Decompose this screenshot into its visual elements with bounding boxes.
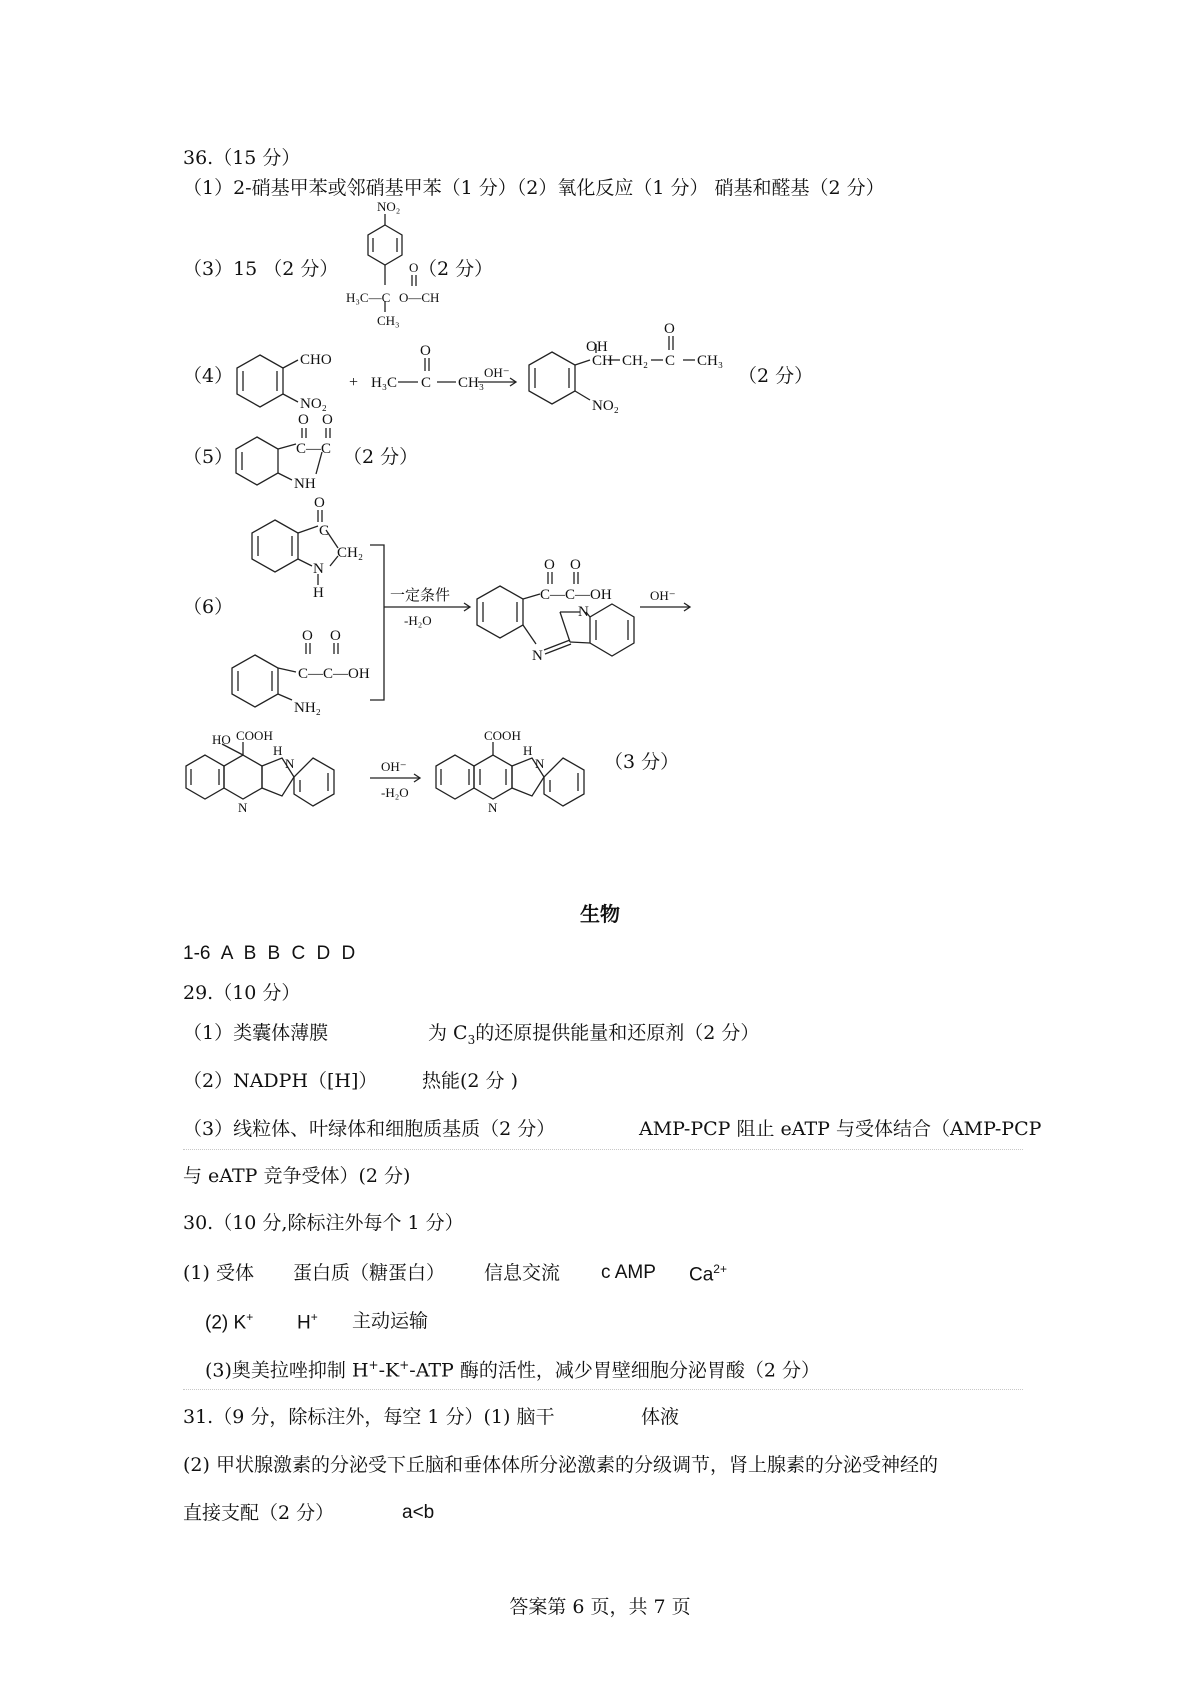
biology-title: 生物 <box>580 902 620 926</box>
label-n-p6c: N <box>578 604 589 620</box>
q29-part1-suffix: 的还原提供能量和还原剂（2 分） <box>475 1022 760 1044</box>
label-oh-minus-p6: OH⁻ <box>650 588 676 603</box>
benzene-ring-p6b <box>232 655 278 707</box>
q29-part3-answer-a: （3）线粒体、叶绿体和细胞质基质（2 分） <box>183 1118 556 1140</box>
label-cooh-final-a: COOH <box>236 728 273 743</box>
q29-part1-answer-a: （1）类囊体薄膜 <box>183 1022 329 1044</box>
q29-part1-answer-b <box>428 1022 759 1047</box>
label-h-final-a: H <box>273 743 283 758</box>
label-no2-p4a: NO₂ <box>300 396 327 412</box>
label-cooh-chain-p6b: C—C—OH <box>298 666 370 682</box>
label-ch3b-p4: CH₃ <box>697 353 724 369</box>
q30-h-symbol: H <box>297 1312 311 1334</box>
label-o-p6: O <box>314 495 325 511</box>
label-c2-p4: C <box>665 353 676 369</box>
label-ch3-p4: CH₃ <box>458 375 485 391</box>
label-ch2-p6: CH₂ <box>337 545 364 561</box>
q30-heading: 30.（10 分,除标注外每个 1 分） <box>183 1212 464 1234</box>
q30-ca-charge: 2+ <box>713 1262 727 1276</box>
benzene-ring-p4a <box>237 355 283 407</box>
q29-part3-answer-b: AMP-PCP 阻止 eATP 与受体结合（AMP-PCP <box>639 1118 1042 1140</box>
label-c-p4: C <box>421 375 432 391</box>
q36-part1-2: （1）2-硝基甲苯或邻硝基甲苯（1 分）（2）氧化反应（1 分） 硝基和醛基（2 分） <box>183 177 885 199</box>
label-o-p5a: O <box>298 412 309 428</box>
q36-part5-label: （5） <box>183 446 234 468</box>
label-cooh-chain-p6c: C—C—OH <box>540 587 612 603</box>
label-h3c-c-p3: H₃C—C <box>346 290 391 305</box>
ring-final-a <box>186 755 224 799</box>
label-n-p6: N <box>313 561 324 577</box>
q36-part6-label: （6） <box>183 596 234 618</box>
q36-part6-score: （3 分） <box>604 751 680 773</box>
label-h-final-b: H <box>523 743 533 758</box>
q30-part3 <box>205 1358 820 1382</box>
page-footer: 答案第 6 页，共 7 页 <box>509 1596 691 1618</box>
label-n2-final-b: N <box>488 800 498 815</box>
label-ch3-p3: CH₃ <box>377 313 400 328</box>
label-no2-p3: NO₂ <box>377 199 401 214</box>
q29-part3-answer-c: 与 eATP 竞争受体）(2 分) <box>183 1165 411 1187</box>
label-o-p6c1: O <box>544 557 555 573</box>
dotted-separator <box>183 1149 1023 1150</box>
q30-part2-c: 主动运输 <box>352 1310 429 1332</box>
q31-part2-b: 直接支配（2 分） <box>183 1502 335 1524</box>
benzene-ring-p6c <box>477 586 523 638</box>
label-o-p4: O <box>420 343 431 359</box>
label-oh-minus-final: OH⁻ <box>381 759 407 774</box>
label-nh2: NH₂ <box>294 700 321 716</box>
q31-part1-b: 体液 <box>641 1406 680 1428</box>
q30-part3-k-charge: + <box>399 1358 410 1372</box>
q31-heading: 31.（9 分，除标注外，每空 1 分）(1) 脑干 <box>183 1406 555 1428</box>
q30-part2-b <box>297 1310 318 1335</box>
label-o-ch-p3: O—CH <box>399 290 440 305</box>
q29-part2-answer-b: 热能(2 分 ) <box>422 1070 518 1092</box>
label-ch2-p4: CH₂ <box>622 353 649 369</box>
label-h3c-p4: H₃C <box>371 375 398 391</box>
label-n2-final-a: N <box>238 800 248 815</box>
label-o2-p4: O <box>664 321 675 337</box>
q30-ca-symbol: Ca <box>689 1264 714 1286</box>
bio-answers-1-6: 1-6 A B B C D D <box>183 943 356 964</box>
q29-heading: 29.（10 分） <box>183 982 301 1004</box>
label-o-p5b: O <box>322 412 333 428</box>
label-n2-p6c: N <box>532 648 543 664</box>
label-cond-bottom: -H₂O <box>404 613 432 628</box>
q31-part2-c: a<b <box>402 1502 435 1523</box>
label-cooh-final-b: COOH <box>484 728 521 743</box>
dotted-separator <box>183 1389 1023 1390</box>
benzene-ring-p6a <box>252 520 298 572</box>
q36-part3-score: （2 分） <box>418 258 494 280</box>
label-nh-p5: NH <box>294 476 316 492</box>
q36-part4-score: （2 分） <box>738 365 814 387</box>
ring-final-b <box>224 755 262 799</box>
benzene-ring-p4b <box>529 352 575 404</box>
label-cond-top: 一定条件 <box>390 588 451 604</box>
label-o-p3: O <box>409 260 419 275</box>
q30-part3-c: -ATP 酶的活性，减少胃壁细胞分泌胃酸（2 分） <box>409 1359 821 1382</box>
label-oh-minus-p4: OH⁻ <box>484 365 510 380</box>
label-oh-p4: OH <box>586 339 608 355</box>
label-n-final-a: N <box>285 756 295 771</box>
label-plus: + <box>349 374 359 391</box>
q36-part3-label: （3）15 （2 分） <box>183 258 339 280</box>
q30-k-charge: + <box>246 1310 254 1324</box>
label-ho-final: HO <box>212 732 231 747</box>
label-no2-p4b: NO₂ <box>592 398 619 414</box>
q30-k-symbol: (2) K <box>205 1312 247 1334</box>
q30-part3-a: (3)奥美拉唑抑制 H <box>205 1359 369 1382</box>
q30-part3-b: -K <box>378 1359 400 1382</box>
label-c-c-p5: C—C <box>296 441 332 457</box>
label-c-p6: C <box>319 523 330 539</box>
label-cho: CHO <box>300 352 332 368</box>
q29-part2-answer-a: （2）NADPH（[H]） <box>183 1070 378 1092</box>
q30-part1-b: 蛋白质（糖蛋白） <box>293 1262 446 1284</box>
q29-part1-subscript: 3 <box>467 1032 476 1047</box>
ring-final-e <box>436 755 474 799</box>
q30-part1-d: c AMP <box>601 1262 656 1283</box>
label-minus-h2o-final: -H₂O <box>381 785 409 800</box>
q30-part2-a <box>205 1310 253 1335</box>
q30-h-charge: + <box>310 1310 318 1324</box>
q36-part5-score: （2 分） <box>343 446 419 468</box>
q29-part1-prefix: 为 C <box>428 1022 468 1044</box>
label-o-p6b1: O <box>302 628 313 644</box>
q30-part1-a: (1) 受体 <box>183 1262 254 1284</box>
label-o-p6b2: O <box>330 628 341 644</box>
label-n-final-b: N <box>535 756 545 771</box>
q30-part1-e <box>689 1262 727 1287</box>
q36-part4-label: （4） <box>183 365 234 387</box>
label-ch-p4: CH <box>592 353 613 369</box>
q30-part1-c: 信息交流 <box>484 1262 561 1284</box>
label-h-p6: H <box>313 585 324 601</box>
q30-part3-h-charge: + <box>368 1358 379 1372</box>
q36-heading: 36.（15 分） <box>183 147 301 169</box>
q31-part2-a: (2) 甲状腺激素的分泌受下丘脑和垂体体所分泌激素的分级调节，肾上腺素的分泌受神经的 <box>183 1454 938 1476</box>
label-o-p6c2: O <box>570 557 581 573</box>
